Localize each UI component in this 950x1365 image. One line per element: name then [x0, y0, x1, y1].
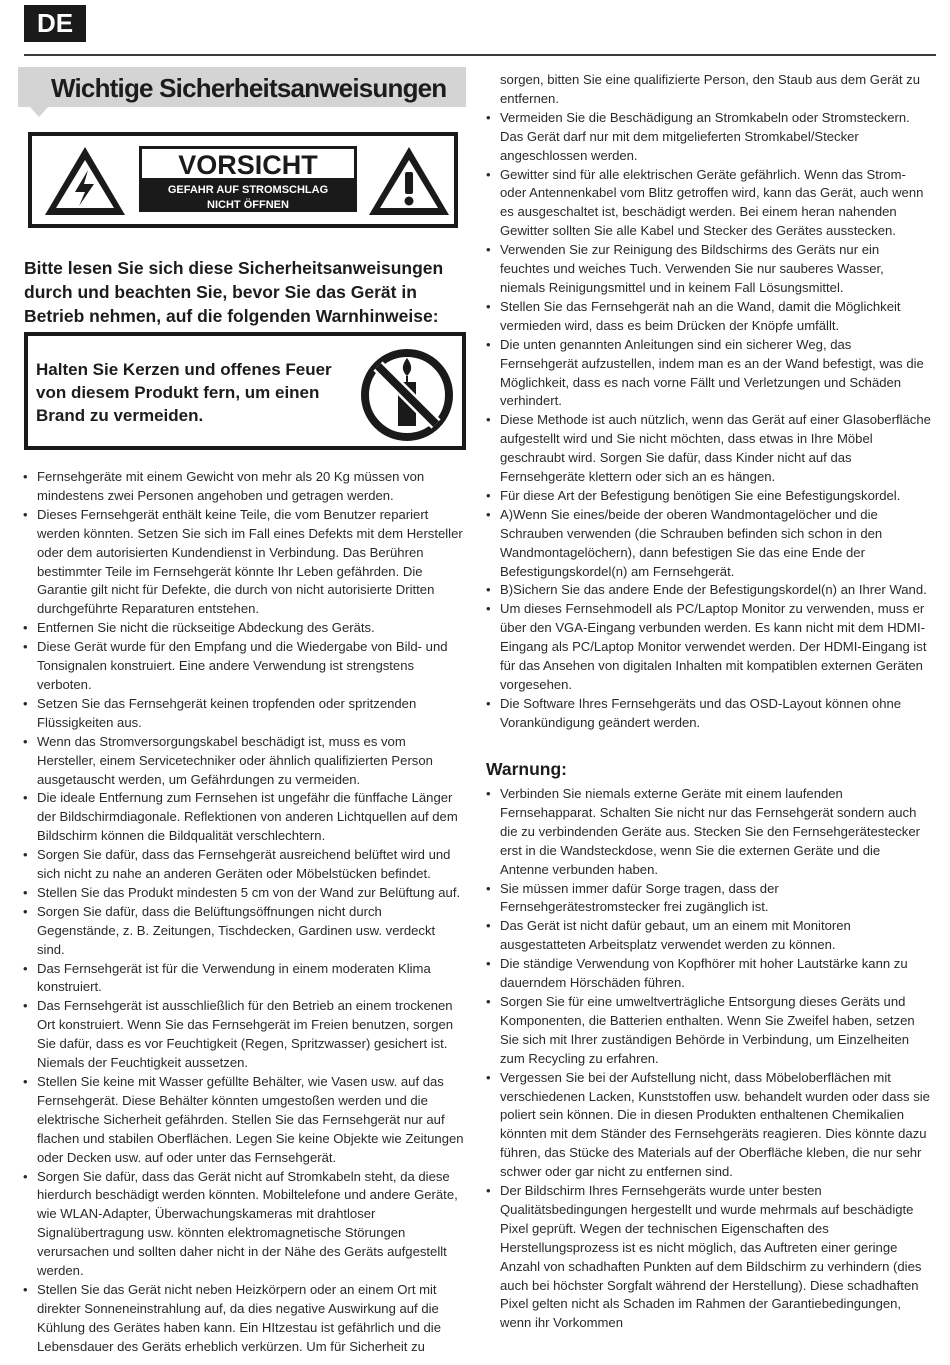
list-item: • Stellen Sie das Fernsehgerät nah an die Wand, damit die Möglichkeit vermieden wird, dass es beim Drücken der Knöpfe umfällt. — [483, 298, 931, 336]
caution-heading: VORSICHT — [139, 146, 357, 181]
list-item: • Die ideale Entfernung zum Fernsehen ist ungefähr die fünffache Länger der Bildschirmdiagonale. Reflektionen von anderen Lichtquellen auf dem Bildschirm können die Bildqualität verschlechtern. — [20, 789, 466, 846]
list-item: • Vermeiden Sie die Beschädigung an Stromkabeln oder Stromsteckern. Das Gerät darf nur mit dem mitgelieferten Stromkabel/Stecker angeschlossen werden. — [483, 109, 931, 166]
electric-shock-warning-icon — [42, 144, 128, 218]
header-rule — [24, 54, 936, 56]
list-item: • Die Software Ihres Fernsehgeräts und das OSD-Layout können ohne Vorankündigung geändert werden. — [483, 695, 931, 733]
list-item: • Das Fernsehgerät ist für die Verwendung in einem moderaten Klima konstruiert. — [20, 960, 466, 998]
list-item: • Verbinden Sie niemals externe Geräte mit einem laufenden Fernsehapparat. Schalten Sie nicht nur das Fernsehgerät sondern auch die zu verbindenden Geräte aus. Stecken Sie den Fernsehgerätestecker erst in die Wandsteckdose, wenn Sie die externen Geräte und die Antenne verbunden haben. — [483, 785, 931, 880]
list-item: • Stellen Sie keine mit Wasser gefüllte Behälter, wie Vasen usw. auf das Fernsehgerät. Diese Behälter könnten umgestoßen werden und die elektrische Sicherheit gefährden. Stellen Sie das Fernsehgerät nur auf flachen und stabilen Oberflächen. Legen Sie keine Objekte wie Zeitungen oder Decken usw. auf oder unter das Fernsehgerät. — [20, 1073, 466, 1168]
list-item: • Sorgen Sie dafür, dass die Belüftungsöffnungen nicht durch Gegenstände, z. B. Zeitungen, Tischdecken, Gardinen usw. verdeckt sind. — [20, 903, 466, 960]
no-candle-icon — [360, 348, 454, 442]
list-item: • Setzen Sie das Fernsehgerät keinen tropfenden oder spritzenden Flüssigkeiten aus. — [20, 695, 466, 733]
title-pointer — [30, 107, 48, 117]
list-item: • Vergessen Sie bei der Aufstellung nicht, dass Möbeloberflächen mit verschiedenen Lacken, Kunststoffen usw. behandelt wurden oder dass sie poliert sein können. Die in diesen Produkten enthaltenen Chemikalien könnten mit dem Ständer des Fernsehgeräts reagieren. Dies könnte dazu führen, das Stücke des Materials auf der Oberfläche kleben, die nur sehr schwer oder gar nicht zu entfernen sind. — [483, 1069, 931, 1182]
caution-subtext-line1: GEFAHR AUF STROMSCHLAG — [167, 184, 329, 196]
list-item: • Stellen Sie das Produkt mindesten 5 cm von der Wand zur Belüftung auf. — [20, 884, 466, 903]
section-title-bar — [18, 67, 466, 107]
list-item: • Diese Methode ist auch nützlich, wenn das Gerät auf einer Glasoberfläche aufgestellt wird und Sie nicht möchten, dass etwas in Ihre Möbel geschraubt wird. Sorgen Sie dafür, dass Kinder nicht auf das Fernsehgeräte klettern oder sich an es hängen. — [483, 411, 931, 487]
right-safety-list — [483, 71, 931, 733]
list-item: • Um dieses Fernsehmodell als PC/Laptop Monitor zu verwenden, muss er über den VGA-Eingang verbunden werden. Es kann nicht mit dem HDMI-Eingang als PC/Laptop Monitor verwendet werden. Der HDMI-Eingang ist für das Ansehen von digitalen Inhalten mit kompatiblen externen Geräten vorgesehen. — [483, 600, 931, 695]
caution-subtext-line2: NICHT ÖFFNEN — [207, 199, 289, 211]
list-item: • Dieses Fernsehgerät enthält keine Teile, die vom Benutzer repariert werden könnten. Setzen Sie sich im Fall eines Defekts mit dem Hersteller oder dem autorisierten Kundendienst in Verbindung. Das Berühren bestimmter Teile im Fernsehgerät könnte Ihr Leben gefährden. Die Garantie gilt nicht für Defekte, die durch von nicht autorisierte Dritten durchgeführte Reparaturen entstehen. — [20, 506, 466, 619]
list-item-continued: sorgen, bitten Sie eine qualifizierte Person, den Staub aus dem Gerät zu entfernen. — [500, 72, 920, 106]
list-item: • A)Wenn Sie eines/beide der oberen Wandmontagelöcher und die Schrauben verwenden (die Schrauben befinden sich schon in den Wandmontagelöchern), dann befestigen Sie das eine Ende der Befestigungskordel(n) am Fernsehgerät. — [483, 506, 931, 582]
exclamation-warning-icon — [366, 144, 452, 218]
candle-warning-box — [24, 332, 466, 450]
language-badge: DE — [24, 5, 86, 42]
list-item: • Sie müssen immer dafür Sorge tragen, dass der Fernsehgerätestromstecker frei zugänglich ist. — [483, 880, 931, 918]
list-item: • Für diese Art der Befestigung benötigen Sie eine Befestigungskordel. — [483, 487, 931, 506]
list-item: • Wenn das Stromversorgungskabel beschädigt ist, muss es vom Hersteller, einem Servicetechniker oder ähnlich qualifizierten Person ausgetauscht werden, um Gefährdungen zu vermeiden. — [20, 733, 466, 790]
list-item: • Gewitter sind für alle elektrischen Geräte gefährlich. Wenn das Strom- oder Antennenkabel vom Blitz getroffen wird, kann das Gerät, auch wenn es ausgeschaltet ist, beschädigt werden. Bei einem heran nahenden Gewitter sollten Sie alle Kabel und Stecker des Gerätes ausstecken. — [483, 166, 931, 242]
warning-list — [483, 785, 931, 1333]
warning-heading: Warnung: — [486, 759, 567, 779]
caution-panel — [28, 132, 458, 228]
intro-text: Bitte lesen Sie sich diese Sicherheitsanweisungen durch und beachten Sie, bevor Sie das Gerät in Betrieb nehmen, auf die folgenden Warnhinweise: — [24, 258, 444, 326]
list-item: • Fernsehgeräte mit einem Gewicht von mehr als 20 Kg müssen von mindestens zwei Personen angehoben und getragen werden. — [20, 468, 466, 506]
list-item: • Der Bildschirm Ihres Fernsehgeräts wurde unter besten Qualitätsbedingungen hergestellt und wurde mehrmals auf beschädigte Pixel geprüft. Wegen der technischen Eigenschaften des Herstellungsprozess ist es nicht möglich, das Auftreten einer geringe Anzahl von schadhaften Punkten auf dem Bildschirm zu verhindern (dies auch bei höchster Sorgfalt während der Herstellung). Diese schadhaften Pixel gelten nicht als Schaden im Rahmen der Garantiebedingungen, wenn ihr Vorkommen — [483, 1182, 931, 1333]
caution-label — [139, 146, 357, 214]
list-item: • Diese Gerät wurde für den Empfang und die Wiedergabe von Bild- und Tonsignalen konstruiert. Eine andere Verwendung ist strengstens verboten. — [20, 638, 466, 695]
list-item: • Die ständige Verwendung von Kopfhörer mit hoher Lautstärke kann zu dauerndem Hörschäden führen. — [483, 955, 931, 993]
list-item: • Sorgen Sie für eine umweltverträgliche Entsorgung dieses Geräts und Komponenten, die Batterien enthalten. Wenn Sie Zweifel haben, setzen Sie sich mit Ihrer zuständigen Behörde in Verbindung, um Einzelheiten zum Recycling zu erfahren. — [483, 993, 931, 1069]
list-item: • Die unten genannten Anleitungen sind ein sicherer Weg, das Fernsehgerät aufzustellen, indem man es an der Wand befestigt, was die Möglichkeit, dass es nach vorne Fällt und Verletzungen und Schäden verhindert. — [483, 336, 931, 412]
list-item: • Sorgen Sie dafür, dass das Gerät nicht auf Stromkabeln steht, da diese hierdurch beschädigt werden könnten. Mobiltelefone und andere Geräte, wie WLAN-Adapter, Überwachungskameras mit drahtloser Signalübertragung usw. könnten elektromagnetische Störungen verursachen und sollten daher nicht in der Nähe des Geräts aufgestellt werden. — [20, 1168, 466, 1281]
list-item: • Das Fernsehgerät ist ausschließlich für den Betrieb an einem trockenen Ort konstruiert. Wenn Sie das Fernsehgerät im Freien benutzen, sorgen Sie dafür, dass es vor Feuchtigkeit (Regen, Spritzwasser) gesichert ist. Niemals der Feuchtigkeit aussetzen. — [20, 997, 466, 1073]
list-item: • Verwenden Sie zur Reinigung des Bildschirms des Geräts nur ein feuchtes und weiches Tuch. Verwenden Sie nur sauberes Wasser, niemals Reinigungsmittel und in keinem Fall Lösungsmittel. — [483, 241, 931, 298]
list-item: • Stellen Sie das Gerät nicht neben Heizkörpern oder an einem Ort mit direkter Sonneneinstrahlung auf, da dies negative Auswirkung auf die Kühlung des Gerätes haben kann. Ein HItzestau ist gefährlich und die Lebensdauer des Geräts erheblich verkürzen. Um für Sicherheit zu — [20, 1281, 466, 1357]
left-safety-list — [20, 468, 466, 1357]
section-title: Wichtige Sicherheitsanweisungen — [51, 73, 447, 103]
candle-warning-text: Halten Sie Kerzen und offenes Feuer von diesem Produkt fern, um einen Brand zu vermeiden. — [36, 360, 332, 425]
caution-subtext — [139, 181, 357, 212]
list-item: • Sorgen Sie dafür, dass das Fernsehgerät ausreichend belüftet wird und sich nicht zu nahe an anderen Geräten oder Möbelstücken befindet. — [20, 846, 466, 884]
list-item: • Entfernen Sie nicht die rückseitige Abdeckung des Geräts. — [20, 619, 466, 638]
list-item: • B)Sichern Sie das andere Ende der Befestigungskordel(n) an Ihrer Wand. — [483, 581, 931, 600]
list-item: • Das Gerät ist nicht dafür gebaut, um an einem mit Monitoren ausgestatteten Arbeitsplatz verwendet werden zu können. — [483, 917, 931, 955]
